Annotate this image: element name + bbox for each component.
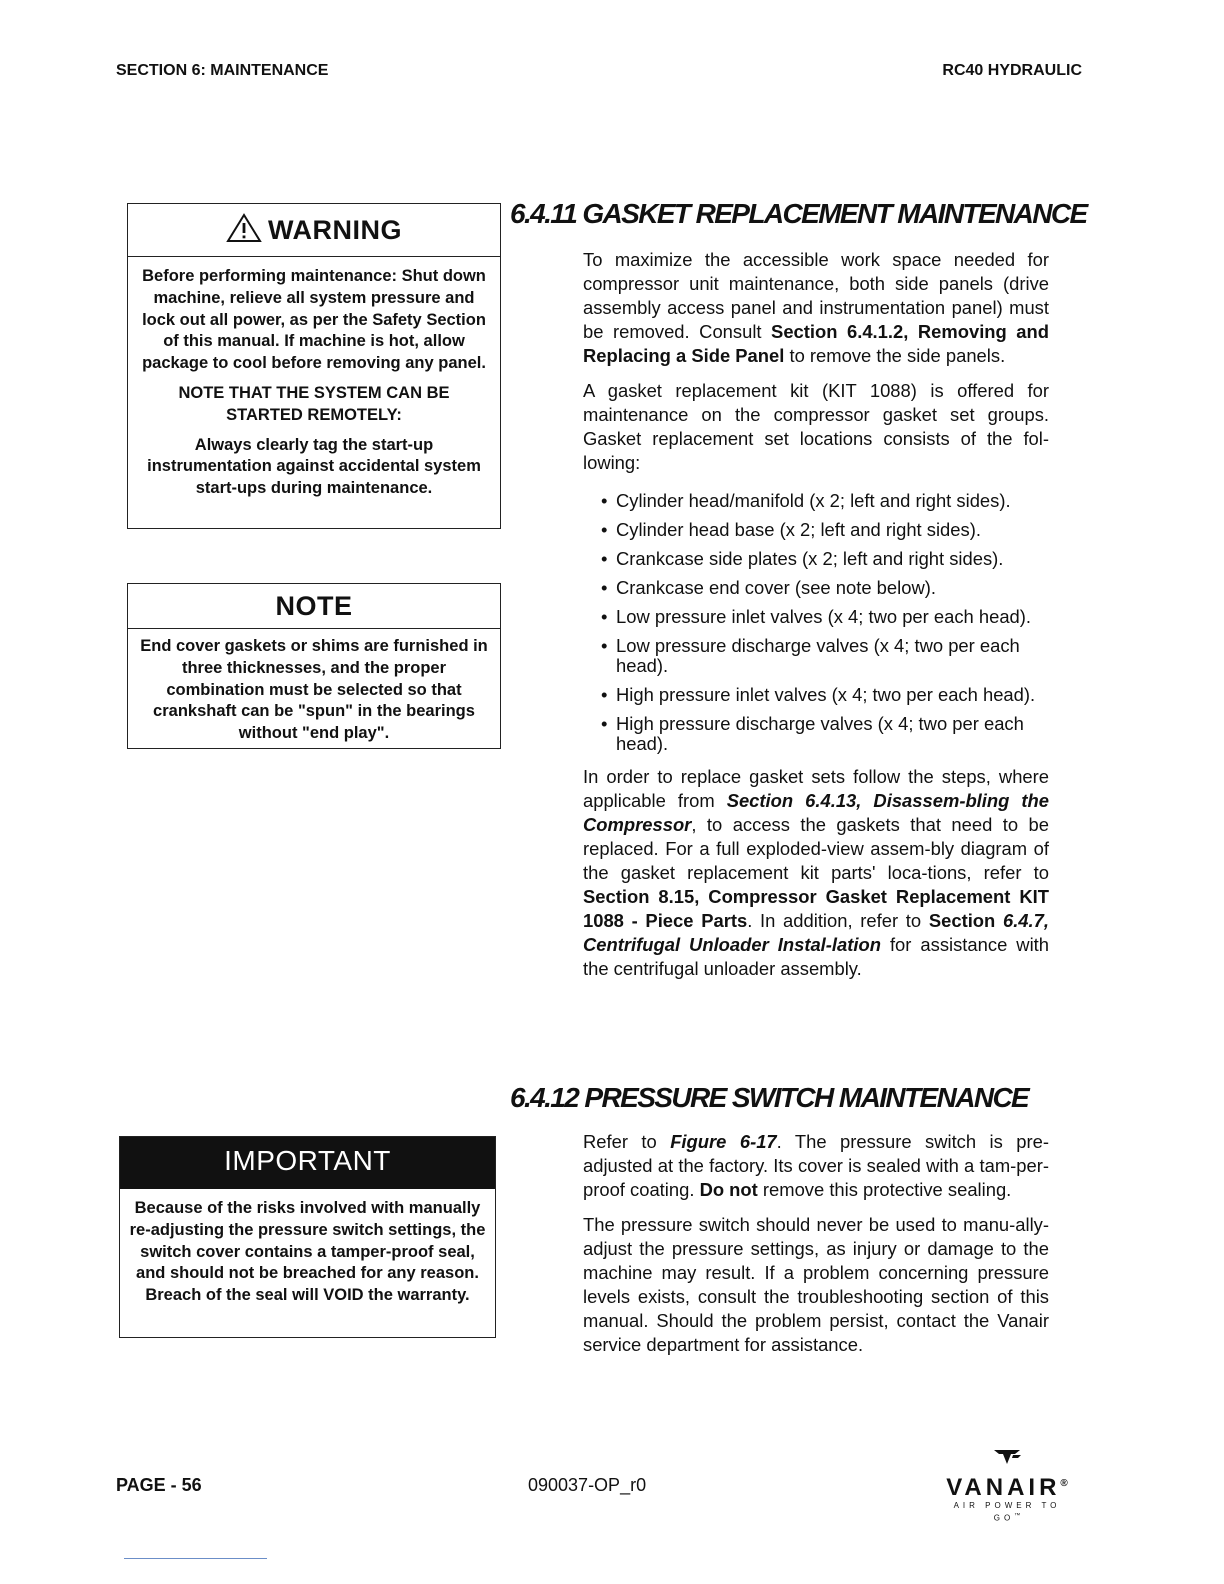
list-item: • High pressure discharge valves (x 4; two per each head). (593, 714, 1049, 753)
list-item: • Cylinder head/manifold (x 2; left and right sides). (593, 491, 1049, 511)
ref-section-8-15: Section 8.15, Compressor Gasket Replacement KIT 1088 - Piece Parts (583, 886, 1049, 932)
page-number: PAGE - 56 (116, 1475, 202, 1495)
do-not-emphasis: Do not (699, 1179, 758, 1200)
note-box (127, 583, 501, 749)
warning-body (128, 257, 500, 500)
list-item: • Crankcase end cover (see note below). (593, 578, 1049, 598)
note-text: End cover gaskets or shims are furnished in three thicknesses, and the proper combination must be selected so that crankshaft can be "spun" in the bearings without "end play". (140, 637, 488, 743)
list-item: • Low pressure inlet valves (x 4; two per each head). (593, 607, 1049, 627)
warning-text-3: Always clearly tag the start-up instrumentation against accidental system start-ups during maintenance. (147, 435, 481, 498)
important-body (120, 1189, 495, 1307)
warning-title: WARNING (268, 215, 402, 245)
gasket-list (583, 491, 1049, 753)
pressure-paragraph-1: Refer to Figure 6-17. The pressure switch is pre-adjusted at the factory. Its cover is sealed with a tam-per-proof coating. Do not remove this protective sealing. (583, 1131, 1049, 1200)
logo-tagline: AIR POWER TO GO (953, 1501, 1061, 1523)
warning-title-bar (128, 204, 500, 257)
list-item: • Crankcase side plates (x 2; left and right sides). (593, 549, 1049, 569)
section-heading-pressure-switch: 6.4.12 PRESSURE SWITCH MAINTENANCE (510, 1082, 1029, 1113)
vanair-logo (942, 1448, 1072, 1523)
header-section: SECTION 6: MAINTENANCE (116, 62, 329, 79)
section-body-pressure-switch (583, 1130, 1049, 1368)
ref-section-6-4-13: Section 6.4.13, Disassem-bling the Compressor (583, 790, 1049, 836)
list-item: • Cylinder head base (x 2; left and right sides). (593, 520, 1049, 540)
warning-triangle-icon (226, 208, 262, 260)
document-id: 090037-OP_r0 (528, 1475, 647, 1495)
header-product: RC40 HYDRAULIC (942, 62, 1082, 79)
gasket-paragraph-1: To maximize the accessible work space needed for compressor unit maintenance, both side panels (drive assembly access panel and instrumentation panel) must be removed. Consult Section 6.4.1.2, Removing and Replacing a Side Panel to remove the side panels. (583, 249, 1049, 366)
ref-section-6-4-7: 6.4.7, Centrifugal Unloader Instal-lation (583, 910, 1049, 956)
bottom-divider (124, 1558, 267, 1559)
logo-mark-icon (942, 1448, 1072, 1471)
gasket-paragraph-2: A gasket replacement kit (KIT 1088) is offered for maintenance on the compressor gasket set groups. Gasket replacement set locations consists of the fol-lowing: (583, 380, 1049, 473)
list-item: • High pressure inlet valves (x 4; two per each head). (593, 685, 1049, 705)
warning-box (127, 203, 501, 529)
warning-text-1: Before performing maintenance: Shut down machine, relieve all system pressure and lock out all power, as per the Safety Section of this manual. If machine is hot, allow package to cool before removing any panel. (142, 267, 486, 373)
warning-text-2: NOTE THAT THE SYSTEM CAN BE STARTED REMOTELY: (178, 383, 450, 424)
note-body (128, 629, 500, 745)
logo-name: VANAIR (946, 1474, 1061, 1501)
list-item: • Low pressure discharge valves (x 4; two per each head). (593, 636, 1049, 675)
important-title: IMPORTANT (120, 1137, 495, 1189)
gasket-paragraph-3: In order to replace gasket sets follow the steps, where applicable from Section 6.4.13, Disassem-bling the Compressor, to access the gaskets that need to be replaced. For a full exploded-view assem-bly diagram of the gasket replacement kit parts' loca-tions, refer to Section 8.15, Compressor Gasket Replacement KIT 1088 - Piece Parts. In addition, refer to Section 6.4.7, Centrifugal Unloader Instal-lation for assistance with the centrifugal unloader assembly. (583, 766, 1049, 980)
important-text: Because of the risks involved with manually re-adjusting the pressure switch settings, the switch cover contains a tamper-proof seal, and should not be breached for any reason. Breach of the seal will VOID the warranty. (129, 1199, 486, 1305)
pressure-paragraph-2: The pressure switch should never be used to manu-ally-adjust the pressure settings, as injury or damage to the machine may result. If a problem concerning pressure levels exists, consult the troubleshooting section of this manual. Should the problem persist, contact the Vanair service department for assistance. (583, 1214, 1049, 1355)
important-box (119, 1136, 496, 1338)
logo-registered: ® (1060, 1478, 1068, 1489)
section-body-gasket (583, 248, 1049, 992)
note-title: NOTE (128, 584, 500, 629)
logo-tm: ™ (1014, 1513, 1021, 1519)
section-heading-gasket: 6.4.11 GASKET REPLACEMENT MAINTENANCE (510, 198, 1087, 229)
link-section-6-4-1-2: Section 6.4.1.2, Removing and Replacing a Side Panel (583, 321, 1049, 366)
ref-figure-6-17: Figure 6-17 (670, 1131, 777, 1152)
